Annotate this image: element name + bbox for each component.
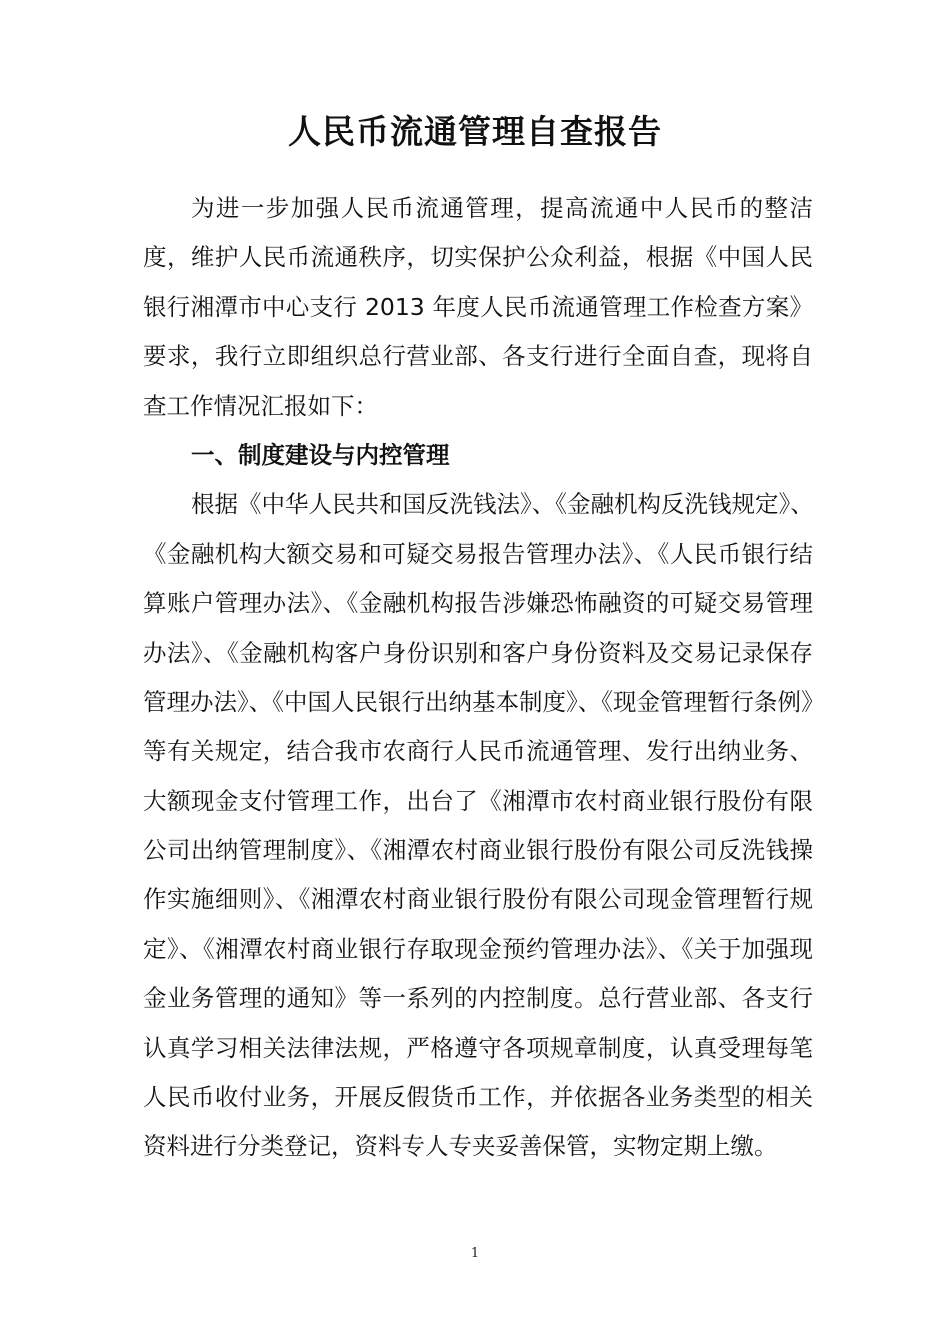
text-line: 大额现金支付管理工作，出台了《湘潭市农村商业银行股份有限: [143, 786, 813, 815]
text-line: 办法》、《金融机构客户身份识别和客户身份资料及交易记录保存: [143, 638, 813, 667]
text-line: 等有关规定，结合我市农商行人民币流通管理、发行出纳业务、: [143, 737, 813, 766]
text-line: 作实施细则》、《湘潭农村商业银行股份有限公司现金管理暂行规: [143, 885, 813, 914]
text-line: 认真学习相关法律法规，严格遵守各项规章制度，认真受理每笔: [143, 1033, 813, 1062]
text-line: 度，维护人民币流通秩序，切实保护公众利益，根据《中国人民: [143, 243, 813, 272]
text-line: 为进一步加强人民币流通管理，提高流通中人民币的整洁: [191, 194, 813, 222]
text-line: 算账户管理办法》、《金融机构报告涉嫌恐怖融资的可疑交易管理: [143, 589, 813, 618]
text-line: 公司出纳管理制度》、《湘潭农村商业银行股份有限公司反洗钱操: [143, 836, 813, 865]
text-line: 银行湘潭市中心支行 2013 年度人民币流通管理工作检查方案》: [143, 292, 813, 321]
text-line: 根据《中华人民共和国反洗钱法》、《金融机构反洗钱规定》、: [191, 490, 814, 519]
text-line: 人民币收付业务，开展反假货币工作，并依据各业务类型的相关: [143, 1083, 813, 1112]
text-line: 查工作情况汇报如下：: [143, 391, 378, 420]
text-line: 金业务管理的通知》等一系列的内控制度。总行营业部、各支行: [143, 984, 813, 1013]
document-body: [143, 184, 825, 1172]
text-line: 资料进行分类登记，资料专人专夹妥善保管，实物定期上缴。: [143, 1132, 778, 1161]
text-line: 管理办法》、《中国人民银行出纳基本制度》、《现金管理暂行条例》: [143, 687, 825, 716]
text-line: 定》、《湘潭农村商业银行存取现金预约管理办法》、《关于加强现: [143, 934, 813, 963]
page-number: 1: [470, 1246, 480, 1261]
text-line: 《金融机构大额交易和可疑交易报告管理办法》、《人民币银行结: [143, 539, 813, 568]
document-title: 人民币流通管理自查报告: [288, 112, 662, 151]
section-heading: 一、制度建设与内控管理: [191, 440, 450, 469]
text-line: 要求，我行立即组织总行营业部、各支行进行全面自查，现将自: [143, 342, 813, 371]
